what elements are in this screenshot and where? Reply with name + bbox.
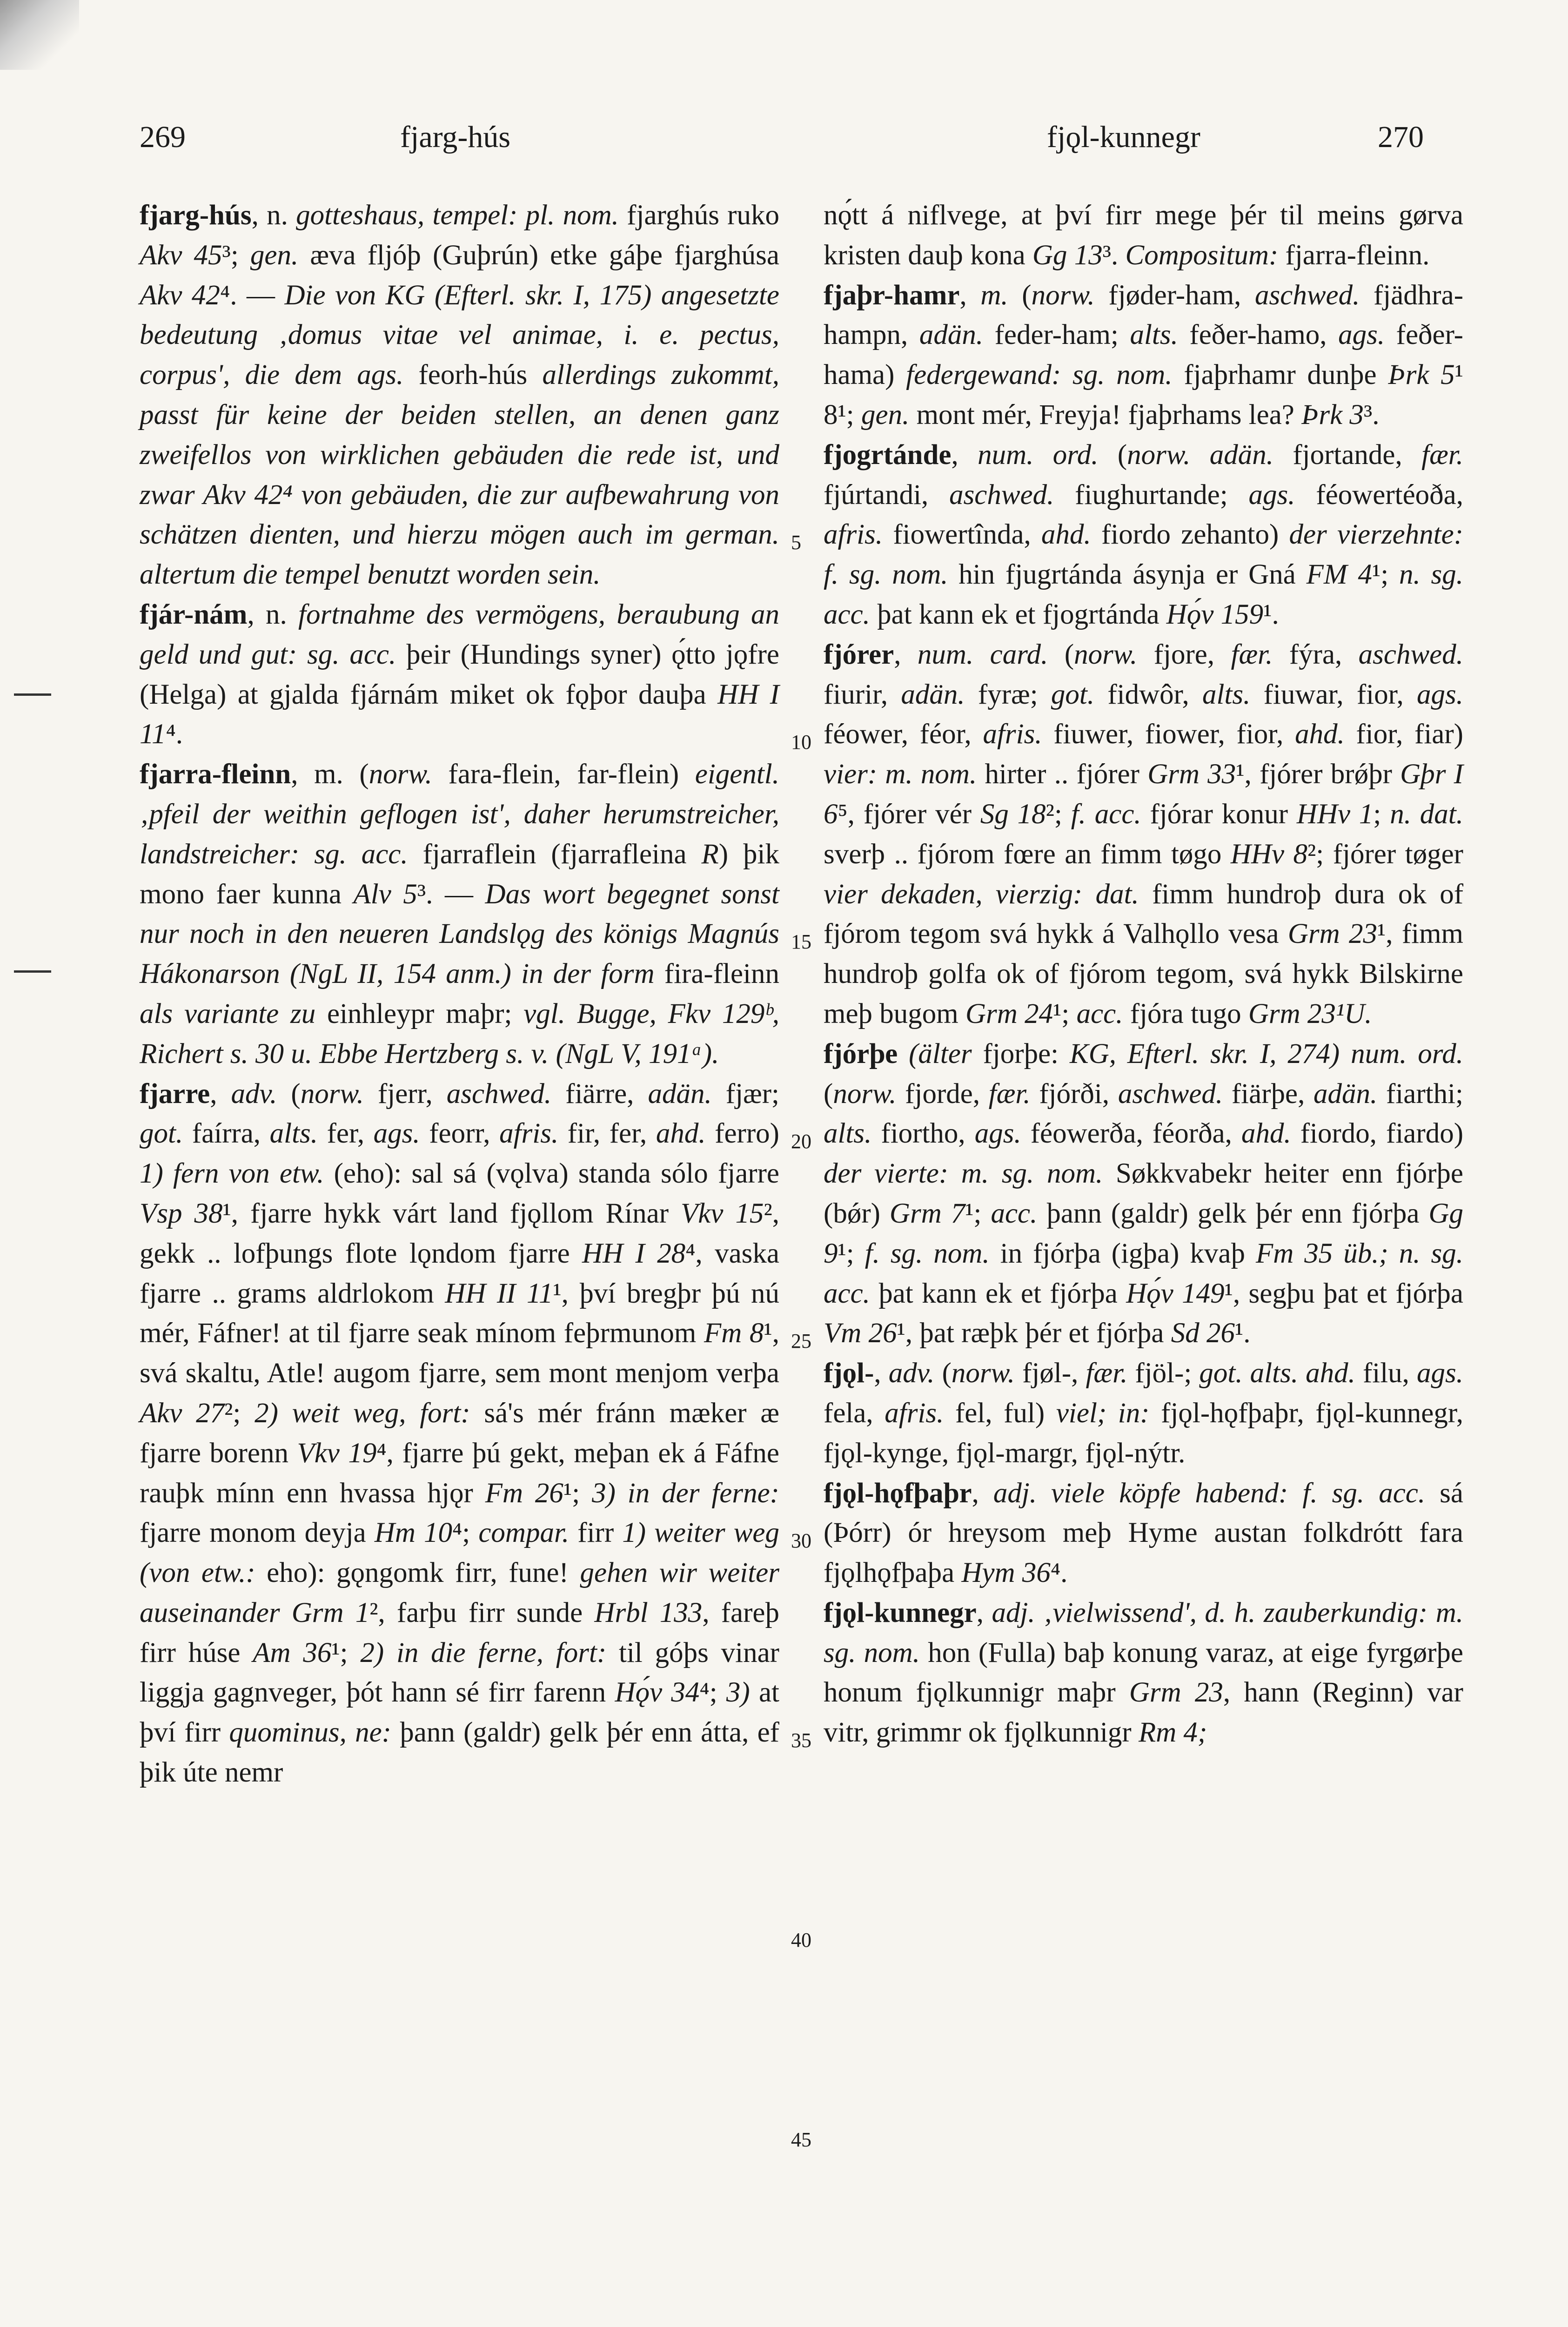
entry-text [898, 1038, 909, 1069]
entry-text: ( [824, 1078, 833, 1110]
line-number: 25 [791, 1330, 811, 1352]
entry-citation: Hǫ́v 159 [1166, 599, 1264, 630]
entry-headword: fjarra-fleinn [140, 759, 291, 790]
entry-text: , [874, 1358, 889, 1389]
right-column [824, 195, 1463, 1753]
entry-citation: Grm 24 [965, 998, 1053, 1029]
entry-headword: fjarg-hús [140, 200, 252, 231]
entry-text: ³. [1363, 399, 1380, 430]
margin-mark [14, 693, 51, 696]
entry-gloss: (älter [909, 1038, 972, 1069]
entry-citation: Alv 5 [353, 878, 417, 910]
entry-gloss: adj. ‚vielwissend', d. h. zauberkundig: m. sg. nom. [824, 1597, 1464, 1668]
entry-headword: fjórer [824, 639, 894, 670]
entry-gloss: acc. [991, 1197, 1038, 1229]
entry-text: fjarraflein (fjarrafleina [408, 838, 702, 870]
entry-text: , [976, 1597, 992, 1628]
entry-gloss: ahd. [1241, 1118, 1291, 1150]
entry-citation: Grm 23¹U. [1248, 998, 1372, 1029]
entry-gloss: 3) in der ferne: [592, 1477, 779, 1509]
entry-citation: Hym 36 [961, 1557, 1051, 1589]
entry-fjorthe [824, 1034, 1463, 1353]
entry-text: ¹. [1263, 599, 1279, 630]
entry-fjar-nam [140, 595, 779, 754]
entry-text: fiärre, [551, 1078, 648, 1110]
entry-citation: HH I 28 [582, 1237, 686, 1269]
entry-citation: Hm 10 [374, 1517, 453, 1549]
entry-text: þann (galdr) gelk þér enn átta, ef þik úte nemr [140, 1717, 779, 1789]
entry-text: fjórar konur [1141, 798, 1297, 830]
entry-text: fyræ; [965, 679, 1051, 710]
entry-citation: Vsp 38 [140, 1197, 223, 1229]
entry-text: einhleypr maþr; [315, 998, 524, 1029]
entry-gloss: ags. [974, 1118, 1021, 1150]
left-column [140, 195, 779, 1793]
entry-text: fjorde, [896, 1078, 989, 1110]
entry-gloss: alts. [269, 1118, 318, 1150]
entry-citation: HH II 11 [445, 1278, 553, 1309]
page-header [140, 116, 1424, 158]
entry-continuation [824, 195, 1463, 276]
entry-citation: Þrk 5 [1388, 359, 1455, 391]
entry-text: ⁴; [699, 1677, 726, 1708]
entry-citation: Fm 26 [485, 1477, 563, 1509]
entry-gloss: federgewand: sg. nom. [906, 359, 1173, 391]
entry-text: fiärþe, [1223, 1078, 1314, 1110]
entry-text: ( [1098, 439, 1127, 471]
entry-headword: fjogrtánde [824, 439, 952, 471]
entry-text: eho): gǫngomk firr, fune! [255, 1557, 580, 1589]
entry-gloss: adj. viele köpfe habend: f. sg. acc. [993, 1477, 1426, 1509]
entry-fjarre [140, 1074, 779, 1793]
entry-text: feorh-hús [403, 359, 543, 391]
entry-text: fir, fer, [558, 1118, 656, 1150]
entry-text: æva fljóþ (Guþrún) etke gáþe fjarghúsa [298, 239, 779, 271]
right-page-number: 270 [1378, 120, 1424, 154]
entry-text: þat kann ek et fjogrtánda [870, 599, 1166, 630]
entry-text: fiughurtande; [1054, 479, 1249, 511]
entry-headword: fjǫl- [824, 1358, 874, 1389]
entry-citation: Vkv 19 [297, 1437, 377, 1469]
entry-gloss: fortnahme des vermögens, beraubung an geld und gut: sg. acc. [140, 599, 779, 670]
entry-text: ⁴. — [220, 279, 285, 311]
entry-text: ¹ 8¹; [824, 359, 1463, 430]
entry-fjogrtande [824, 435, 1463, 635]
entry-text: ¹, fjarre hykk várt land fjǫllom Rínar [222, 1197, 681, 1229]
entry-text: fela, [824, 1397, 885, 1429]
entry-text: at því firr [140, 1677, 779, 1749]
entry-text: ¹; [1053, 998, 1077, 1029]
entry-citation: Rm 4; [1138, 1717, 1207, 1749]
entry-text: ²; [224, 1397, 255, 1429]
entry-gloss: f. sg. nom. [864, 1237, 990, 1269]
entry-text: ³. [1102, 239, 1126, 271]
entry-text: sá's mér fránn mæker æ fjarre borenn [140, 1397, 779, 1469]
entry-citation: Gg 13 [1032, 239, 1103, 271]
entry-gloss: 2) in die ferne, fort: [360, 1637, 607, 1668]
entry-text: sá (Þórr) ór hreysom meþ Hyme austan folkdrótt fara fjǫlhǫfþaþa [824, 1477, 1463, 1589]
entry-gloss: norw. [369, 759, 432, 790]
entry-text: ¹; [965, 1197, 991, 1229]
entry-text: , [959, 279, 981, 311]
entry-text: féower, féor, [824, 719, 983, 750]
entry-text: ; [1373, 798, 1390, 830]
entry-gloss: 1) weiter weg (von etw.: [140, 1517, 779, 1589]
entry-text: fjúrtandi, [824, 479, 950, 511]
entry-gloss: norw. [300, 1078, 364, 1110]
entry-gloss: aschwed. [1118, 1078, 1223, 1110]
entry-gloss: norw. [1031, 279, 1095, 311]
entry-gloss: quominus, ne: [229, 1717, 391, 1749]
entry-text: fira-fleinn [654, 958, 780, 990]
entry-citation: Akv 45 [140, 239, 222, 271]
entry-gloss: norw. [951, 1358, 1015, 1389]
entry-gloss: alts. [824, 1118, 872, 1150]
entry-text: þann (galdr) gelk þér enn fjórþa [1037, 1197, 1429, 1229]
entry-gloss: Das wort begegnet sonst nur noch in den neueren Landslǫg des königs Magnús Hákonarson (NgL II, 154 anm.) in der form [140, 878, 779, 990]
entry-text: faírra, [183, 1118, 270, 1150]
entry-gloss: eigentl. ‚pfeil der weithin geflogen ist', daher herumstreicher, landstreicher: sg. acc. [140, 759, 780, 870]
entry-text: , fareþ firr húse [140, 1597, 780, 1668]
entry-gloss: norw. [1074, 639, 1138, 670]
entry-citation: Akv 42 [140, 279, 220, 311]
entry-text: , hann (Reginn) var vitr, grimmr ok fjǫlkunnigr [824, 1677, 1463, 1749]
entry-text: fiordo, fiardo) [1291, 1118, 1464, 1150]
entry-text: ( [934, 1358, 952, 1389]
entry-gloss: num. ord. [978, 439, 1099, 471]
entry-text: þeir (Hundings syner) ǫ́tto jǫfre (Helga) at gjalda fjárnám miket ok fǫþor dauþa [140, 639, 780, 710]
entry-fjarra-fleinn [140, 754, 779, 1074]
entry-text: fjorþe: [972, 1038, 1070, 1069]
entry-headword: fjaþr-hamr [824, 279, 960, 311]
entry-gloss: got. [1051, 679, 1095, 710]
entry-headword: fjarre [140, 1078, 210, 1110]
entry-text: ¹; [838, 1237, 865, 1269]
entry-gloss: afris. [499, 1118, 559, 1150]
entry-citation: Hǫ́v 149 [1126, 1278, 1225, 1309]
entry-text: fiordo zehanto) [1091, 519, 1289, 551]
entry-text: ⁴, fjarre þú gekt, meþan ek á Fáfne rauþk mínn enn hvassa hjǫr [140, 1437, 779, 1509]
entry-gloss: n. sg. acc. [824, 559, 1463, 630]
entry-gloss: adän. [901, 679, 965, 710]
entry-citation: HHv 1 [1296, 798, 1374, 830]
entry-gloss: adän. [648, 1078, 712, 1110]
entry-text: , n. [247, 599, 299, 630]
entry-text: ⁵, fjórer vér [838, 798, 980, 830]
entry-text: fiowertînda, [883, 519, 1041, 551]
entry-citation: Vkv 15 [681, 1197, 764, 1229]
entry-gloss: norw. adän. [1127, 439, 1273, 471]
line-number: 10 [791, 731, 811, 753]
entry-gloss: alts. [1130, 319, 1178, 351]
left-page-number: 269 [140, 120, 186, 154]
entry-text: féowerða, féorða, [1021, 1118, 1241, 1150]
entry-text: , [210, 1078, 231, 1110]
entry-gloss: Die von KG (Efterl. skr. I, 175) angesetzte bedeutung ‚domus vitae vel animae, i. e. pectus, corpus', die dem ags. [140, 279, 779, 391]
entry-text: ( [1048, 639, 1074, 670]
entry-text: Søkkvabekr heiter enn fjórþe (bǿr) [824, 1158, 1463, 1229]
entry-gloss: KG, Efterl. skr. I, 274) num. ord. [1070, 1038, 1463, 1069]
entry-text: ¹, þat ræþk þér et fjórþa [897, 1318, 1171, 1349]
entry-fjorer [824, 635, 1463, 1034]
entry-gloss: adän. [919, 319, 984, 351]
entry-text: , [951, 439, 978, 471]
entry-text: fiurir, [824, 679, 901, 710]
entry-text: ²; fjórer tøger [1307, 838, 1463, 870]
line-number: 20 [791, 1130, 811, 1153]
entry-text: ³; [222, 239, 250, 271]
entry-gloss: gen. [861, 399, 910, 430]
entry-text: sverþ .. fjórom fœre an fimm tøgo [824, 838, 1231, 870]
line-number: 5 [791, 531, 801, 554]
left-running-head: fjarg-hús [400, 120, 511, 154]
entry-text: fjortande, [1273, 439, 1422, 471]
entry-gloss: fær. [1231, 639, 1273, 670]
entry-citation: Grm 23 [1287, 918, 1378, 950]
entry-text: , [894, 639, 918, 670]
entry-citation: Fm 8 [704, 1318, 764, 1349]
entry-text: þat kann ek et fjórþa [870, 1278, 1126, 1309]
entry-gloss: gehen wir weiter auseinander Grm 1 [140, 1557, 779, 1628]
entry-gloss: m. [980, 279, 1008, 311]
entry-text: fjórði, [1030, 1078, 1118, 1110]
entry-text: hon (Fulla) baþ konung varaz, at eige fyrgørþe honum fjǫlkunnigr maþr [824, 1637, 1464, 1708]
entry-gloss: gen. [250, 239, 299, 271]
entry-text: fiuwer, fiower, fior, [1042, 719, 1295, 750]
entry-text: ¹. [1234, 1318, 1251, 1349]
entry-gloss: ags. [1416, 1358, 1463, 1389]
entry-gloss: adv. [231, 1078, 277, 1110]
entry-gloss: der vierte: m. sg. nom. [824, 1158, 1103, 1190]
entry-citation: Gg 9 [824, 1197, 1463, 1269]
entry-headword: fjár-nám [140, 599, 248, 630]
entry-text: ) þik mono faer kunna [140, 838, 779, 910]
entry-gloss: gotteshaus, tempel: pl. nom. [296, 200, 619, 231]
entry-gloss: Fm 35 üb.; n. sg. acc. [824, 1237, 1464, 1309]
entry-citation: Hrbl 133 [594, 1597, 703, 1628]
entry-text: hirter .. fjórer [977, 759, 1148, 790]
entry-text: ³. — [417, 878, 485, 910]
entry-text: til góþs vinar liggja gagnveger, þót hann sé firr farenn [140, 1637, 779, 1708]
entry-text: fjǫl-hǫfþaþr, fjǫl-kunnegr, fjǫl-kynge, fjǫl-margr, fjǫl-nýtr. [824, 1397, 1463, 1469]
entry-text: firr [569, 1517, 623, 1549]
entry-gloss: num. card. [917, 639, 1048, 670]
entry-text: fiortho, [871, 1118, 975, 1150]
entry-citation: Vm 26 [824, 1318, 897, 1349]
entry-text: hin fjugrtánda ásynja er Gná [948, 559, 1307, 591]
entry-text: fjerr, [363, 1078, 447, 1110]
scan-corner-shadow [0, 0, 79, 70]
entry-gloss: afris. [983, 719, 1042, 750]
entry-text: fýra, [1273, 639, 1359, 670]
entry-gloss: fær. [988, 1078, 1031, 1110]
entry-text: fjarghús ruko [618, 200, 779, 231]
entry-gloss: ahd. [656, 1118, 706, 1150]
entry-text: fjarra-fleinn. [1278, 239, 1430, 271]
entry-text: fel, ful) [944, 1397, 1056, 1429]
entry-gloss: viel; in: [1056, 1397, 1150, 1429]
entry-text: in fjórþa (igþa) kvaþ [989, 1237, 1256, 1269]
line-number: 45 [791, 2128, 811, 2151]
entry-gloss: ags. [1248, 479, 1295, 511]
line-number: 15 [791, 930, 811, 953]
entry-text: fjaþrhamr dunþe [1172, 359, 1388, 391]
entry-fjol-hofthathr [824, 1473, 1463, 1593]
entry-text: ¹; [1372, 559, 1399, 591]
entry-gloss: acc. [1076, 998, 1123, 1029]
entry-text: fer, [318, 1118, 374, 1150]
entry-gloss: der vierzehnte: f. sg. nom. [824, 519, 1464, 591]
entry-text: ⁴. [166, 719, 183, 750]
entry-citation: Akv 27 [140, 1397, 225, 1429]
entry-text: ¹; [563, 1477, 592, 1509]
entry-text: ⁴, vaska fjarre .. grams aldrlokom [140, 1237, 779, 1309]
entry-text: ( [1008, 279, 1032, 311]
entry-gloss: 1) fern von etw. [140, 1158, 324, 1190]
entry-text: ⁴. [1050, 1557, 1068, 1589]
entry-fjathr-hamr [824, 276, 1463, 435]
entry-text: fara-flein, far-flein) [432, 759, 695, 790]
entry-citation: HHv 8 [1230, 838, 1308, 870]
entry-gloss: f. acc. [1071, 798, 1141, 830]
entry-citation: Am 36 [253, 1637, 332, 1668]
entry-text: fjarre monom deyja [140, 1517, 375, 1549]
entry-gloss: Compositum: [1125, 239, 1279, 271]
entry-citation: Þrk 3 [1301, 399, 1364, 430]
entry-text: fjøl-, [1015, 1358, 1086, 1389]
entry-headword: fjǫl-hǫfþaþr [824, 1477, 972, 1509]
entry-text: feorr, [420, 1118, 500, 1150]
entry-gloss: aschwed. [446, 1078, 552, 1110]
entry-text: fiuwar, fior, [1250, 679, 1417, 710]
entry-text: fjøder-ham, [1094, 279, 1255, 311]
entry-citation: Sg 18 [980, 798, 1046, 830]
entry-text: ferro) [705, 1118, 779, 1150]
entry-text: (eho): sal sá (vǫlva) standa sólo fjarre [324, 1158, 779, 1190]
entry-citation: Hǫ́v 34 [615, 1677, 700, 1708]
entry-text: feðer-hamo, [1178, 319, 1339, 351]
line-number: 35 [791, 1729, 811, 1752]
entry-citation: R [701, 838, 719, 870]
entry-text: fjóra tugo [1123, 998, 1248, 1029]
entry-text: ¹, segþu þat et fjórþa [1224, 1278, 1463, 1309]
entry-gloss: adän. [1313, 1078, 1378, 1110]
entry-text: ¹, fjórer brǿþr [1236, 759, 1400, 790]
entry-text: ²; [1045, 798, 1071, 830]
entry-text: ¹, svá skaltu, Atle! augom fjarre, sem mont menjom verþa [140, 1318, 779, 1389]
entry-text: , m. ( [291, 759, 369, 790]
entry-gloss: 3) [726, 1677, 750, 1708]
entry-citation: Grm 33 [1147, 759, 1236, 790]
entry-text: fidwôr, [1094, 679, 1202, 710]
entry-citation: Grm 7 [889, 1197, 965, 1229]
entry-gloss: norw. [833, 1078, 897, 1110]
entry-gloss: fær. [1086, 1358, 1128, 1389]
entry-citation: Grm 23 [1129, 1677, 1223, 1708]
entry-gloss: alts. [1202, 679, 1251, 710]
entry-gloss: ags. [373, 1118, 420, 1150]
entry-gloss: ags. [1338, 319, 1385, 351]
entry-citation: HH I 11 [140, 679, 779, 750]
entry-gloss: allerdings zukommt, passt für keine der beiden stellen, an denen ganz zweifellos von wirklichen gebäuden die rede ist, und zwar Akv 42⁴ von gebäuden, die zur aufbewahrung von schätzen dienten, und hierzu mögen auch im german. altertum die tempel benutzt worden sein. [140, 359, 779, 591]
entry-text: , n. [251, 200, 296, 231]
entry-text: fiarthi; [1377, 1078, 1463, 1110]
entry-text: ², gekk .. lofþungs flote lǫndom fjarre [140, 1197, 780, 1269]
entry-text: ( [277, 1078, 301, 1110]
entry-fjol [824, 1353, 1463, 1473]
entry-text: fjore, [1137, 639, 1231, 670]
entry-text: fjær; [711, 1078, 779, 1110]
entry-text: feðer-hama) [824, 319, 1463, 391]
entry-text: fjädhra-hampn, [824, 279, 1464, 351]
entry-text: nǫ́tt á niflvege, at því firr mege þér til meins gørva kristen dauþ kona [824, 200, 1463, 271]
entry-fjarg-hus [140, 195, 779, 595]
entry-gloss: vier dekaden, vierzig: dat. [824, 878, 1139, 910]
entry-gloss: vier: m. nom. [824, 759, 977, 790]
entry-citation: FM 4 [1306, 559, 1372, 591]
entry-gloss: got. [140, 1118, 183, 1150]
entry-gloss: vgl. Bugge, Fkv 129ᵇ, Richert s. 30 u. Ebbe Hertzberg s. v. (NgL V, 191ᵃ). [140, 998, 779, 1069]
entry-citation: Gþr I 6 [824, 759, 1463, 830]
entry-text: filu, [1355, 1358, 1417, 1389]
entry-gloss: afris. [885, 1397, 944, 1429]
entry-text: ⁴; [452, 1517, 479, 1549]
entry-text: fior, fiar) [1344, 719, 1463, 750]
line-number: 40 [791, 1929, 811, 1951]
entry-citation: Sd 26 [1171, 1318, 1235, 1349]
entry-gloss: 2) weit weg, fort: [255, 1397, 470, 1429]
entry-text: fjöl-; [1127, 1358, 1199, 1389]
entry-gloss: afris. [824, 519, 883, 551]
entry-text: feder-ham; [983, 319, 1130, 351]
entry-text: fimm hundroþ dura ok of fjórom tegom svá hykk á Valhǫllo vesa [824, 878, 1464, 950]
entry-text: ², farþu firr sunde [369, 1597, 595, 1628]
entry-gloss: aschwed. [1358, 639, 1463, 670]
entry-headword: fjórþe [824, 1038, 898, 1069]
entry-gloss: ahd. [1041, 519, 1091, 551]
entry-gloss: aschwed. [949, 479, 1054, 511]
entry-text: ¹; [331, 1637, 361, 1668]
entry-text: ¹, því bregþr þú nú mér, Fáfner! at til fjarre seak mínom feþrmunom [140, 1278, 779, 1349]
entry-headword: fjǫl-kunnegr [824, 1597, 977, 1628]
entry-gloss: aschwed. [1255, 279, 1360, 311]
entry-gloss: adv. [888, 1358, 935, 1389]
entry-gloss: n. dat. [1390, 798, 1463, 830]
entry-text: , [972, 1477, 993, 1509]
entry-gloss: compar. [478, 1517, 570, 1549]
entry-fjol-kunnegr [824, 1593, 1463, 1753]
entry-text: féowertéoða, [1295, 479, 1463, 511]
right-running-head: fjǫl-kunnegr [1047, 120, 1200, 154]
line-number: 30 [791, 1529, 811, 1552]
entry-text: ¹, fimm hundroþ golfa ok of fjórom tegom, svá hykk Bilskirne meþ bugom [824, 918, 1463, 1029]
entry-gloss: ags. [1417, 679, 1463, 710]
entry-gloss: als variante zu [140, 998, 316, 1029]
entry-text: mont mér, Freyja! fjaþrhams lea? [909, 399, 1302, 430]
entry-gloss: ahd. [1295, 719, 1345, 750]
margin-mark [14, 970, 51, 973]
entry-gloss: got. alts. ahd. [1199, 1358, 1355, 1389]
entry-gloss: fær. [1421, 439, 1463, 471]
